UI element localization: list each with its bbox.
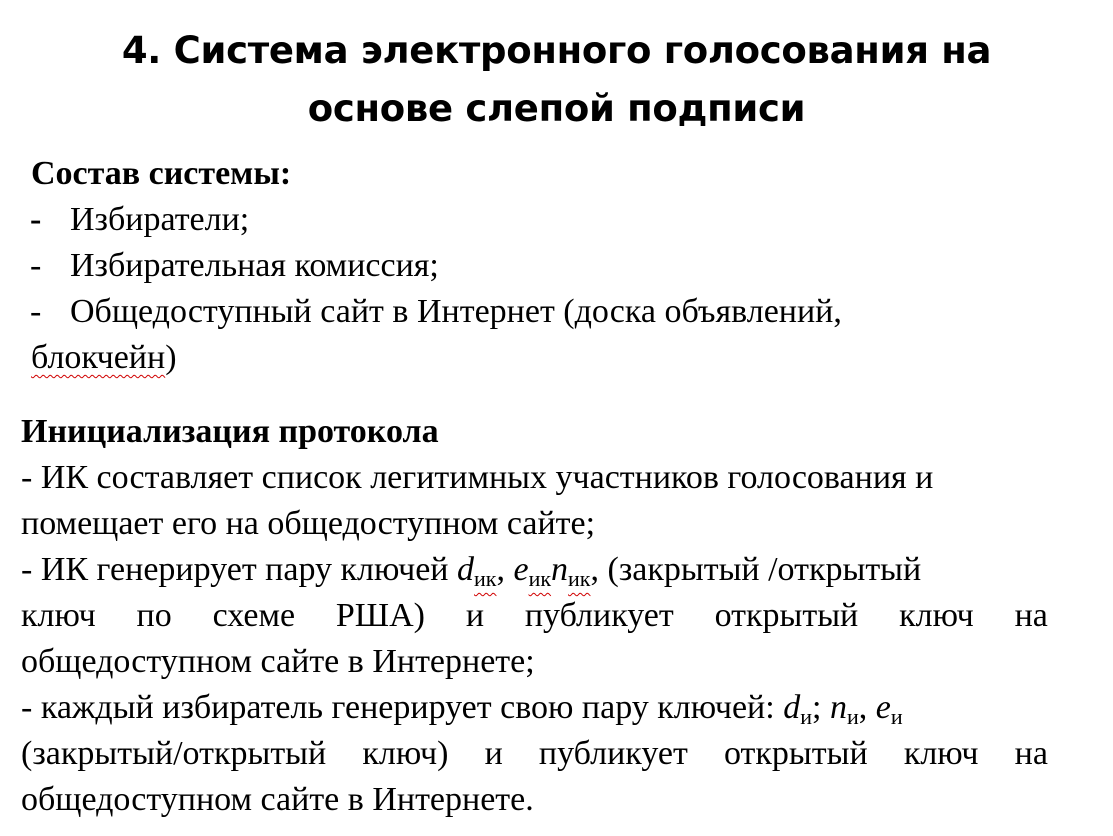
continuation-tail: ) [165,339,177,376]
list-dash: - [30,293,42,330]
list-dash: - [30,247,42,284]
init-heading: Инициализация протокола [21,413,439,450]
text-run: , [496,551,505,588]
var-e: e [513,551,529,588]
word: и [484,735,503,772]
word: ключ [21,597,96,634]
title-line-1: 4. Система электронного голосования на [121,29,992,72]
justified-line [21,731,1048,777]
list-item [30,197,1031,243]
list-item [30,243,1031,289]
justified-line [21,593,1048,639]
subscript: ик [474,566,497,591]
slide-title [40,22,1073,138]
text-run: , (закрытый /открытый [590,551,922,588]
word: ключ) [362,735,449,772]
word: публикует [538,735,688,772]
text-run: - каждый избиратель генерирует свою пару ключей: [21,689,775,726]
title-line-2: основе слепой подписи [307,87,806,130]
word: на [1014,735,1048,772]
var-d: d [783,689,801,726]
word: схеме [212,597,296,634]
subscript: и [890,704,903,729]
word: по [136,597,172,634]
paragraph-line: - ИК составляет список легитимных участников голосования и [21,459,934,496]
var-d: d [457,551,474,588]
word: открытый [723,735,868,772]
subscript: и [846,704,859,729]
word: ключ [899,597,974,634]
subscript: ик [528,566,552,591]
text-run: ; [811,689,822,726]
list-item-text: Избиратели; [70,201,250,238]
protocol-initialization [21,409,1048,823]
paragraph-line-voter-keys [21,685,1048,731]
list-item-text: Избирательная комиссия; [70,247,439,284]
subscript: ик [568,566,591,591]
text-run: , [858,689,868,726]
list-item [30,289,1031,335]
var-e: e [875,689,891,726]
word: публикует [524,597,674,634]
word: на [1014,597,1048,634]
list-item-continuation [31,335,1031,381]
list-item-text: Общедоступный сайт в Интернет (доска объявлений, [70,293,842,330]
var-n: n [829,689,847,726]
word: РША) [335,597,425,634]
composition-heading: Состав системы: [31,155,292,192]
paragraph-line: общедоступном сайте в Интернете. [21,781,534,818]
list-dash: - [30,201,42,238]
word: и [465,597,485,634]
system-composition [31,151,1031,381]
paragraph-line-keys [21,547,1048,593]
subscript: и [800,704,812,729]
spellcheck-word: блокчейн [31,339,166,376]
word: открытый [714,597,859,634]
paragraph-line: помещает его на общедоступном сайте; [21,505,596,542]
word: (закрытый/открытый [21,735,327,772]
paragraph-line: общедоступном сайте в Интернете; [21,643,535,680]
text-run: - ИК генерирует пару ключей [21,551,449,588]
word: ключ [903,735,979,772]
var-n: n [551,551,569,588]
